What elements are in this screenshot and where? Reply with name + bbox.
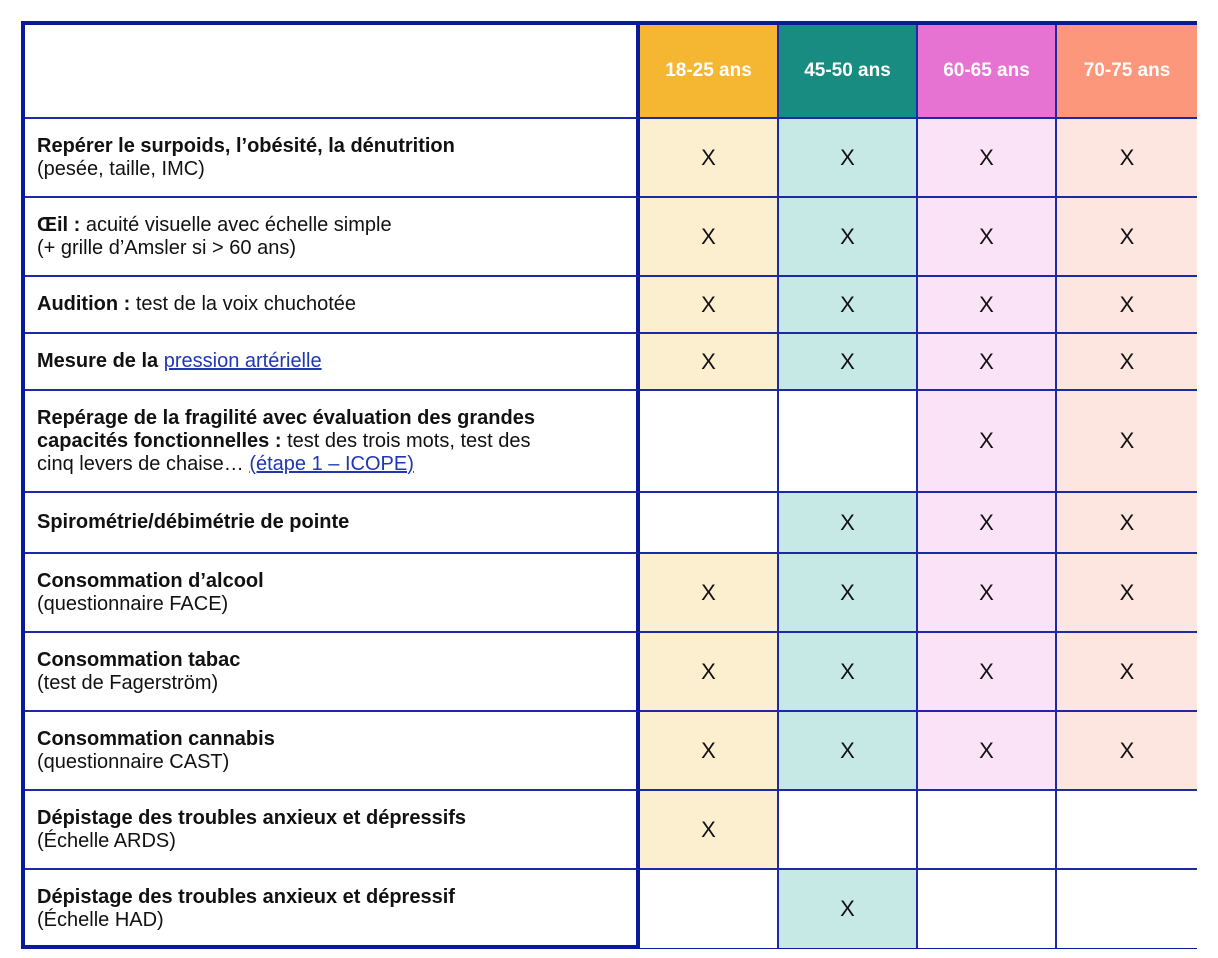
row-label (25, 712, 640, 791)
label-line (37, 430, 624, 453)
x-mark: X (701, 291, 716, 317)
check-cell (918, 277, 1057, 334)
text-link[interactable]: pression artérielle (163, 350, 322, 372)
label-line (37, 728, 624, 751)
x-mark: X (979, 509, 994, 535)
check-cell (1057, 493, 1197, 554)
label-line (37, 293, 624, 316)
x-mark: X (840, 144, 855, 170)
x-mark: X (1119, 348, 1135, 374)
x-mark: X (840, 579, 855, 605)
table-corner-cell (25, 25, 640, 119)
x-mark: X (1119, 428, 1135, 453)
check-cell (918, 198, 1057, 277)
check-cell (640, 554, 779, 633)
check-cell (640, 334, 779, 391)
check-cell (779, 554, 918, 633)
label-text: (Échelle HAD) (37, 909, 164, 931)
x-mark: X (840, 737, 855, 763)
check-cell (779, 277, 918, 334)
check-cell (1057, 334, 1197, 391)
check-cell (779, 334, 918, 391)
x-mark: X (979, 348, 994, 374)
check-cell (918, 493, 1057, 554)
check-cell (640, 712, 779, 791)
label-text: Consommation tabac (37, 648, 241, 671)
empty-cell (640, 391, 779, 493)
check-cell (918, 391, 1057, 493)
age-group-header: 18-25 ans (640, 25, 779, 119)
check-cell (779, 633, 918, 712)
label-text: Spirométrie/débimétrie de pointe (37, 511, 350, 533)
label-line (37, 593, 624, 616)
label-line (37, 237, 624, 260)
row-label (25, 198, 640, 277)
label-line (37, 158, 624, 181)
check-cell (779, 119, 918, 198)
label-line (37, 751, 624, 774)
label-line (37, 453, 624, 476)
x-mark: X (1119, 223, 1135, 249)
row-label (25, 334, 640, 391)
check-cell (1057, 277, 1197, 334)
check-cell (918, 554, 1057, 633)
x-mark: X (840, 896, 855, 921)
check-cell (1057, 119, 1197, 198)
label-line (37, 511, 624, 534)
label-text: test des trois mots, test des (287, 429, 531, 452)
text-link[interactable]: (étape 1 – ICOPE) (249, 452, 414, 475)
x-mark: X (701, 579, 716, 605)
x-mark: X (701, 348, 716, 374)
x-mark: X (701, 816, 716, 842)
label-text: cinq levers de chaise… (37, 452, 250, 475)
label-text: Dépistage des troubles anxieux et dépressif (37, 886, 455, 908)
empty-cell (779, 391, 918, 493)
check-cell (918, 633, 1057, 712)
label-text: (Échelle ARDS) (37, 829, 176, 852)
age-group-header: 60-65 ans (918, 25, 1057, 119)
label-text: Œil : (37, 213, 86, 236)
x-mark: X (701, 223, 716, 249)
x-mark: X (1119, 737, 1135, 763)
label-line (37, 407, 624, 430)
x-mark: X (1119, 291, 1135, 317)
label-line (37, 672, 624, 695)
x-mark: X (979, 223, 994, 249)
label-text: Dépistage des troubles anxieux et dépressifs (37, 806, 467, 829)
label-text: Consommation d’alcool (37, 569, 264, 592)
check-cell (1057, 391, 1197, 493)
empty-cell (640, 870, 779, 948)
empty-cell (1057, 791, 1197, 870)
label-text: Repérer le surpoids, l’obésité, la dénutrition (37, 134, 455, 157)
row-label (25, 870, 640, 948)
check-cell (779, 198, 918, 277)
screening-table (21, 21, 1197, 949)
check-cell (1057, 554, 1197, 633)
x-mark: X (840, 223, 855, 249)
label-line (37, 214, 624, 237)
x-mark: X (979, 579, 994, 605)
check-cell (640, 791, 779, 870)
check-cell (1057, 633, 1197, 712)
label-text: capacités fonctionnelles : (37, 429, 288, 452)
x-mark: X (840, 348, 855, 374)
age-group-header: 45-50 ans (779, 25, 918, 119)
empty-cell (1057, 870, 1197, 948)
row-label (25, 554, 640, 633)
check-cell (640, 633, 779, 712)
row-label (25, 791, 640, 870)
x-mark: X (701, 144, 716, 170)
check-cell (918, 712, 1057, 791)
x-mark: X (701, 658, 716, 684)
x-mark: X (979, 291, 994, 317)
x-mark: X (979, 144, 994, 170)
check-cell (1057, 198, 1197, 277)
check-cell (779, 493, 918, 554)
x-mark: X (840, 658, 855, 684)
label-line (37, 909, 624, 932)
empty-cell (640, 493, 779, 554)
label-line (37, 350, 624, 373)
x-mark: X (840, 509, 855, 535)
label-text: Consommation cannabis (37, 727, 275, 750)
x-mark: X (1119, 658, 1135, 684)
label-text: (questionnaire FACE) (37, 592, 229, 615)
label-text: Audition : (37, 293, 136, 315)
check-cell (640, 119, 779, 198)
row-label (25, 391, 640, 493)
label-line (37, 886, 624, 909)
row-label (25, 633, 640, 712)
check-cell (779, 870, 918, 948)
x-mark: X (979, 428, 994, 453)
check-cell (779, 712, 918, 791)
label-line (37, 830, 624, 853)
x-mark: X (979, 737, 994, 763)
age-group-header: 70-75 ans (1057, 25, 1197, 119)
label-text: (+ grille d’Amsler si > 60 ans) (37, 236, 296, 259)
label-text: (questionnaire CAST) (37, 750, 230, 773)
label-text: test de la voix chuchotée (135, 293, 356, 315)
empty-cell (918, 791, 1057, 870)
label-line (37, 649, 624, 672)
check-cell (640, 198, 779, 277)
x-mark: X (1119, 509, 1135, 535)
check-cell (640, 277, 779, 334)
label-text: acuité visuelle avec échelle simple (85, 213, 392, 236)
check-cell (1057, 712, 1197, 791)
x-mark: X (840, 291, 855, 317)
label-line (37, 807, 624, 830)
empty-cell (779, 791, 918, 870)
label-line (37, 135, 624, 158)
row-label (25, 277, 640, 334)
label-text: Repérage de la fragilité avec évaluation des grandes (37, 406, 535, 429)
label-text: Mesure de la (37, 350, 164, 372)
check-cell (918, 334, 1057, 391)
label-line (37, 570, 624, 593)
label-text: (pesée, taille, IMC) (37, 157, 205, 180)
x-mark: X (1119, 144, 1135, 170)
empty-cell (918, 870, 1057, 948)
row-label (25, 493, 640, 554)
x-mark: X (979, 658, 994, 684)
x-mark: X (1119, 579, 1135, 605)
label-text: (test de Fagerström) (37, 671, 219, 694)
check-cell (918, 119, 1057, 198)
x-mark: X (701, 737, 716, 763)
row-label (25, 119, 640, 198)
